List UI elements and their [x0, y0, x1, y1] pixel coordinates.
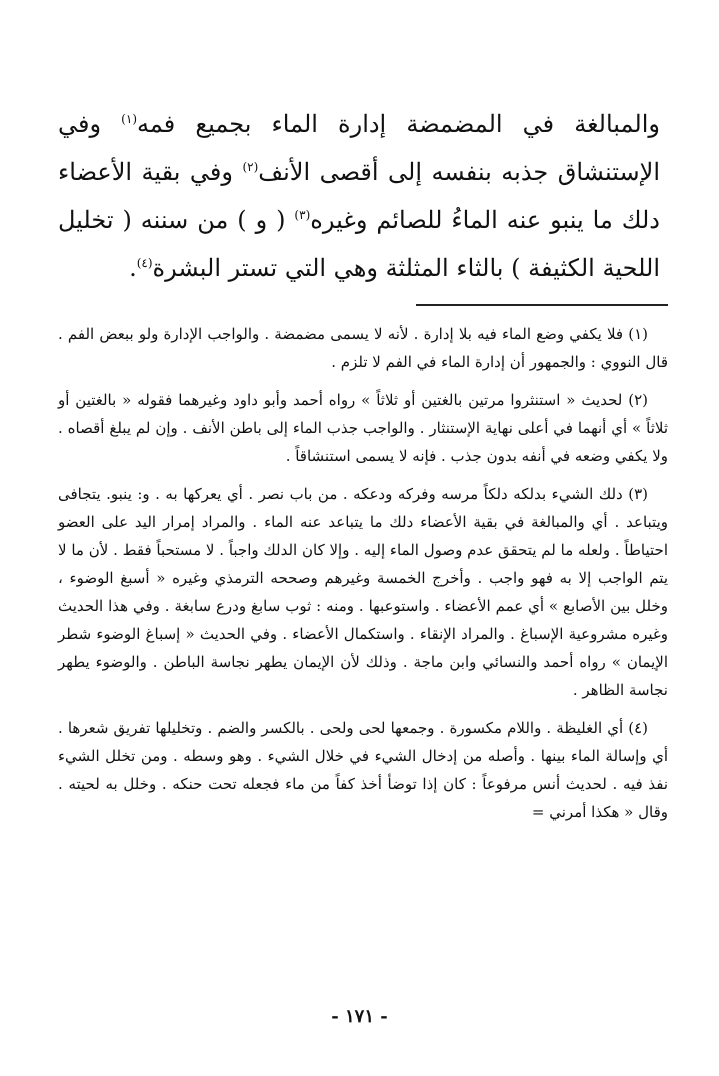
main-text-part: وفي الإستنشاق جذبه بنفسه إلى أقصى الأنف [58, 110, 660, 186]
footnote-ref-1: (١) [121, 112, 137, 126]
footnote-ref-4: (٤) [136, 256, 153, 270]
main-text-part: والمبالغة في المضمضة إدارة الماء بجميع فمه [137, 110, 660, 138]
main-text-block [58, 100, 668, 292]
main-text-part: ( و ) من سننه ( تخليل اللحية الكثيفة ) بالثاء المثلثة وهي التي تستر البشرة [58, 206, 660, 282]
main-text-part: وفي بقية الأعضاء دلك ما ينبو عنه الماءُ للصائم وغيره [58, 158, 660, 234]
main-text-part: . [129, 254, 137, 282]
footnote-ref-2: (٢) [242, 160, 259, 174]
footnote-1: (١) فلا يكفي وضع الماء فيه بلا إدارة . لأنه لا يسمى مضمضة . والواجب الإدارة ولو ببعض الفم . قال النووي : والجمهور أن إدارة الماء في الفم لا تلزم . [58, 325, 668, 371]
footnote-ref-3: (٣) [294, 208, 311, 222]
main-paragraph [58, 100, 660, 292]
page-number: - ١٧١ - [331, 1006, 388, 1027]
footnote-4: (٤) أي الغليظة . واللام مكسورة . وجمعها لحى ولحى . بالكسر والضم . وتخليلها تفريق شعرها . أي وإسالة الماء بينها . وأصله من إدخال الشيء في خلال الشيء . وهو وسطه . ومن تخلل الشيء نفذ فيه . لحديث أنس مرفوعاً : كان إذا توضأ أخذ كفاً من ماء فجعله تحت حنكه . وخلل به لحيته . وقال « هكذا أمرني = [58, 719, 668, 821]
footnote-2: (٢) لحديث « استنثروا مرتين بالغتين أو ثلاثاً » رواه أحمد وأبو داود وغيرهما فقوله « بالغتين أو ثلاثاً » أي أنهما في أعلى نهاية الإستنثار . والواجب جذب الماء إلى باطن الأنف . وإن لم يبلغ أقصاه . ولا يكفي وضعه في أنفه بدون جذب . فإنه لا يسمى استنشاقاً . [58, 391, 668, 465]
footnote-3: (٣) دلك الشيء بدلكه دلكاً مرسه وفركه ودعكه . من باب نصر . أي يعركها به . و: ينبو. يتجافى ويتباعد . أي والمبالغة في بقية الأعضاء دلك ما يتباعد عنه الماء . والمراد إمرار اليد على العضو احتياطاً . ولعله ما لم يتحقق عدم وصول الماء إليه . وإلا كان الدلك واجباً . لا مستحباً فقط . لأن ما لا يتم الواجب إلا به فهو واجب . وأخرج الخمسة وغيرهم وصححه الترمذي وغيره « أسبغ الوضوء ، وخلل بين الأصابع » أي عمم الأعضاء . واستوعبها . ومنه : ثوب سابغ ودرع سابغة . وفي هذا الحديث وغيره مشروعية الإسباغ . والمراد الإنقاء . واستكمال الأعضاء . وفي الحديث « إسباغ الوضوء شطر الإيمان » رواه أحمد والنسائي وابن ماجة . وذلك لأن الإيمان يطهر نجاسة الباطن . والوضوء يطهر نجاسة الظاهر . [58, 485, 668, 699]
footnote-separator [416, 304, 668, 306]
footnotes-block [58, 320, 668, 826]
document-page [58, 100, 668, 836]
